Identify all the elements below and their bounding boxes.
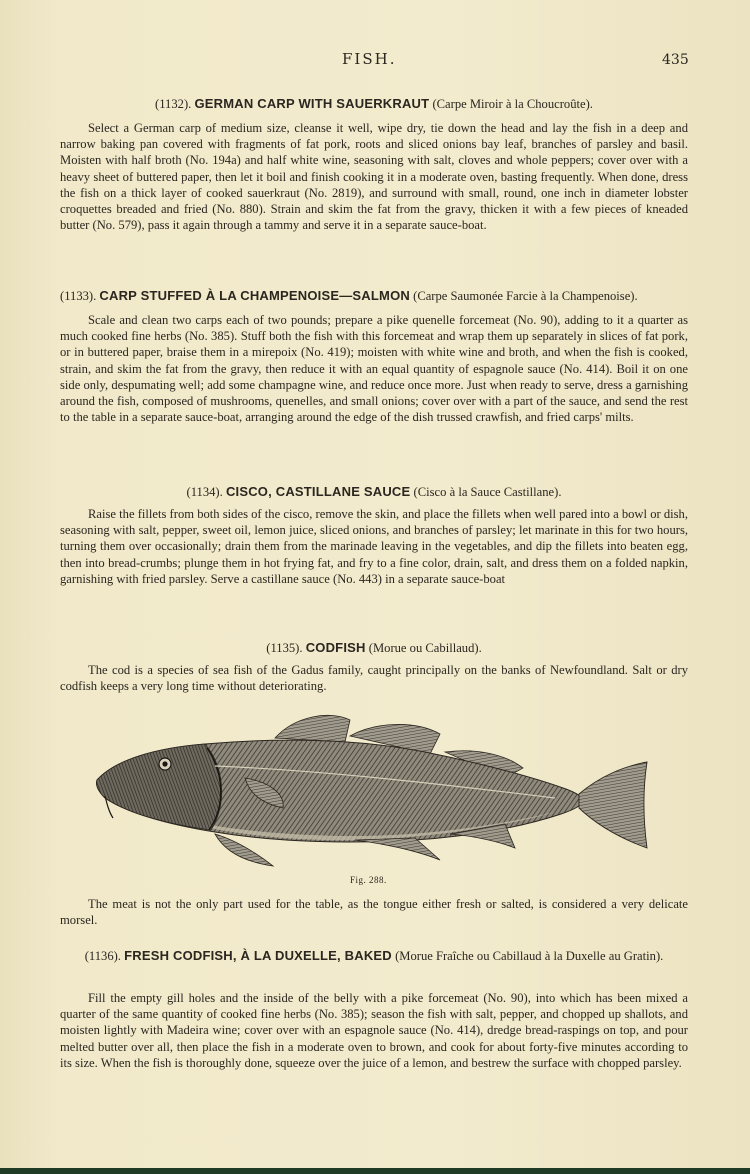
recipe-body-1136 — [60, 990, 688, 1071]
recipe-number: (1133). — [60, 289, 97, 303]
recipe-title: CODFISH — [305, 640, 366, 655]
recipe-heading-1134 — [60, 484, 688, 500]
recipe-body-1135-intro — [60, 662, 688, 694]
paragraph: Fill the empty gill holes and the inside of the belly with a pike forcemeat (No. 90), into which has been mixed a quarter of the same quantity of cooked fine herbs (No. 385); season the fish with salt, pepper, and chopped up shallots, and moisten lightly with Madeira wine; cover over with an espagnole sauce (No. 414), dredge bread-raspings on top, and pour melted butter over all, then place the fish in a moderate oven to brown, and cook for about forty-five minutes according to its size. When the fish is thoroughly done, squeeze over the juice of a lemon, and bestrew the surface with chopped parsley. — [60, 991, 688, 1070]
tail-fin — [579, 762, 647, 848]
recipe-number: (1136). — [84, 949, 121, 963]
figure-caption: Fig. 288. — [350, 875, 387, 885]
paragraph: The meat is not the only part used for the table, as the tongue either fresh or salted, is considered a very delicate morsel. — [60, 897, 688, 928]
recipe-title: CARP STUFFED À LA CHAMPENOISE—SALMON — [99, 288, 410, 303]
recipe-number: (1135). — [266, 641, 303, 655]
running-head — [0, 50, 750, 72]
paragraph: Scale and clean two carps each of two pounds; prepare a pike quenelle forcemeat (No. 90), adding to it a quarter as much cooked fine herbs (No. 385). Stuff both the fish with this forcemeat and wrap them up separately in slices of fat pork, or in buttered paper, braise them in a mirepoix (No. 419); moisten with white wine and broth, and when the fish is cooked, strain, and skim the fat from the gravy, then reduce it with an equal quantity of espagnole sauce (No. 414). Boil it on one side only, despumating well; add some champagne wine, and reduce once more. Just when ready to serve, dress a garnishing around the fish, composed of mushrooms, quenelles, and small onions; cover over with a part of the sauce, and send the rest to the table in a separate sauce-boat, arranging around the edge of the dish trussed crawfish, and fried carps' milts. — [60, 313, 688, 425]
recipe-subtitle: (Morue ou Cabillaud). — [368, 641, 482, 655]
recipe-body-1134 — [60, 506, 688, 587]
recipe-heading-1133 — [60, 288, 688, 304]
page-bottom-edge — [0, 1168, 750, 1174]
recipe-subtitle: (Cisco à la Sauce Castillane). — [413, 485, 562, 499]
recipe-body-1132 — [60, 120, 688, 233]
recipe-heading-1132 — [60, 96, 688, 112]
recipe-body-1133 — [60, 312, 688, 425]
recipe-number: (1132). — [155, 97, 192, 111]
recipe-subtitle: (Carpe Miroir à la Choucroûte). — [432, 97, 593, 111]
recipe-body-1135-outro — [60, 896, 688, 928]
recipe-title: CISCO, CASTILLANE SAUCE — [225, 484, 411, 499]
paragraph: The cod is a species of sea fish of the Gadus family, caught principally on the banks of Newfoundland. Salt or dry codfish keeps a very long time without deteriorating. — [60, 663, 688, 694]
recipe-heading-1136 — [60, 948, 688, 964]
codfish-illustration — [95, 708, 655, 872]
recipe-title: FRESH CODFISH, À LA DUXELLE, BAKED — [124, 948, 392, 963]
page-number: 435 — [662, 52, 689, 68]
recipe-subtitle: (Carpe Saumonée Farcie à la Champenoise). — [413, 289, 638, 303]
running-title: FISH. — [342, 50, 397, 68]
paragraph: Raise the fillets from both sides of the cisco, remove the skin, and place the fillets when well pared into a bowl or dish, seasoning with salt, pepper, sweet oil, lemon juice, sliced onions, and branches of parsley; let marinate in this for two hours, turning them over occasionally; drain them from the marinade leaving in the vegetables, and dip the fillets into beaten egg, then into bread-crumbs; plunge them in hot frying fat, and fry to a fine color, drain, salt, and dress them on a folded napkin, garnishing with fried parsley. Serve a castillane sauce (No. 443) in a separate sauce-boat — [60, 507, 688, 586]
recipe-heading-1135 — [60, 640, 688, 656]
anal-fin-1 — [355, 838, 440, 860]
paragraph: Select a German carp of medium size, cleanse it well, wipe dry, tie down the head and lay the fish in a deep and narrow baking pan covered with fragments of fat pork, roots and sliced onions bay leaf, branches of parsley and basil. Moisten with half broth (No. 194a) and half white wine, seasoning with salt, cloves and whole peppers; cover over with a heavy sheet of buttered paper, then let it boil and finish cooking it in a moderate oven, basting frequently. When done, dress the fish on a thick layer of cooked sauerkraut (No. 2819), and surround with small, round, one inch in diameter lobster croquettes breaded and fried (No. 880). Strain and skim the fat from the gravy, thicken it with a few pieces of kneaded butter (No. 579), pass it again through a tammy and serve it in a separate sauce-boat. — [60, 121, 688, 233]
recipe-subtitle: (Morue Fraîche ou Cabillaud à la Duxelle au Gratin). — [395, 949, 664, 963]
recipe-title: GERMAN CARP WITH SAUERKRAUT — [194, 96, 430, 111]
recipe-number: (1134). — [186, 485, 223, 499]
dorsal-fin-1 — [275, 715, 350, 742]
